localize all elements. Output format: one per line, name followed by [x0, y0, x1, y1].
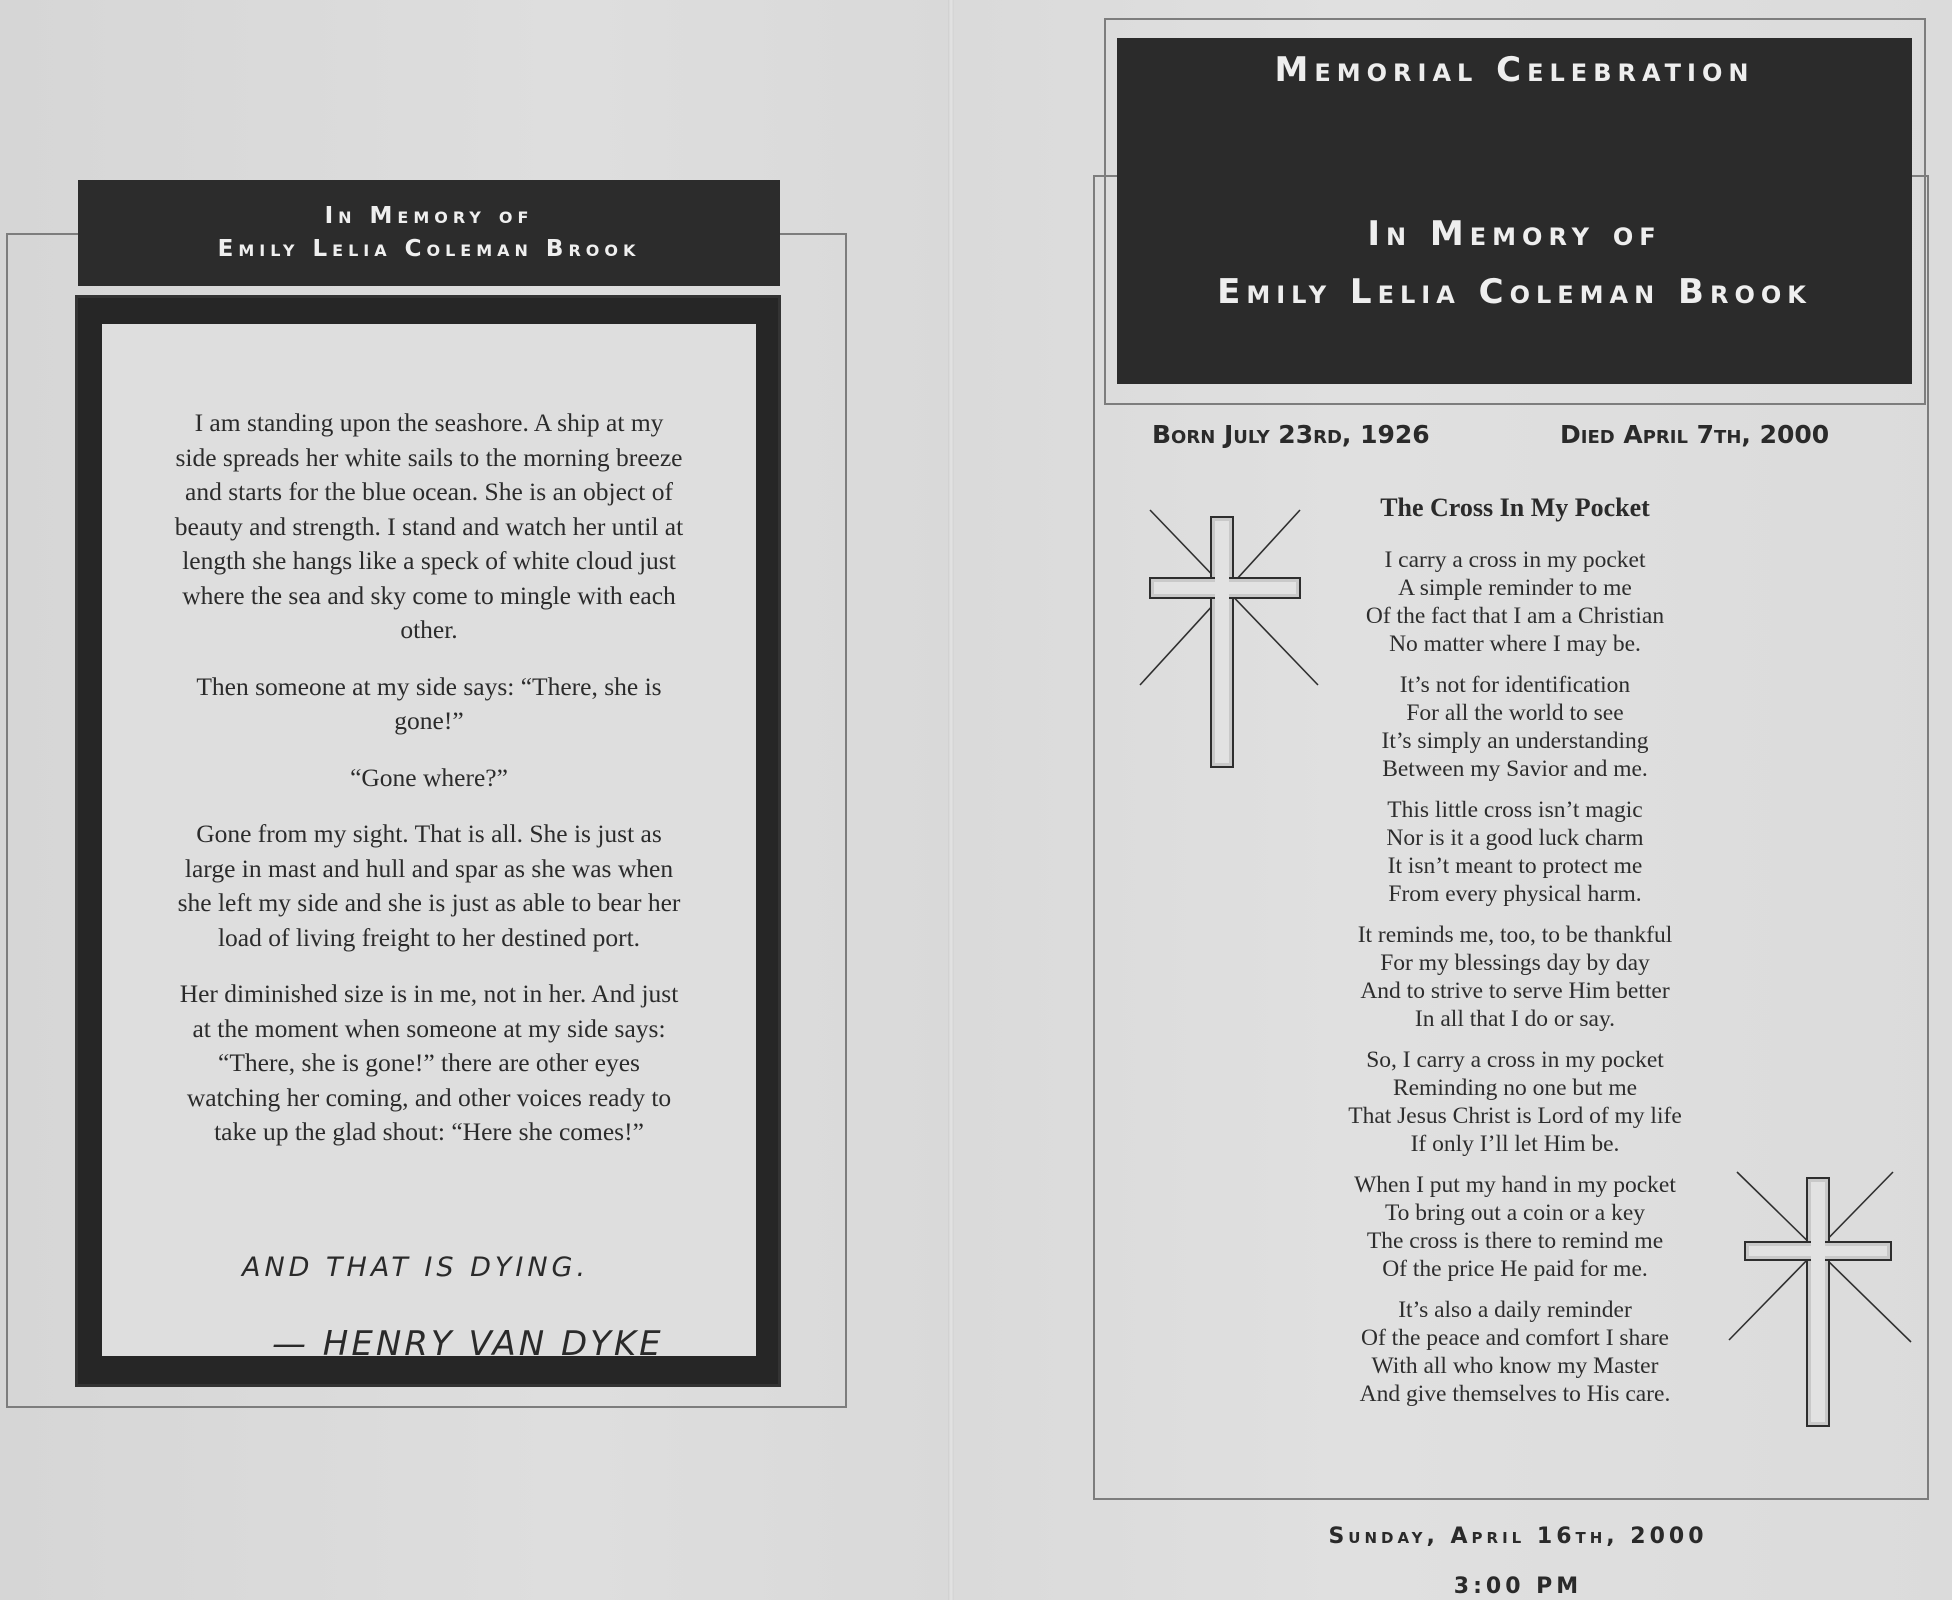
service-time: 3:00 PM	[1453, 1574, 1583, 1599]
poem-line: The cross is there to remind me	[1366, 1228, 1664, 1254]
left-header-banner	[78, 180, 780, 286]
poem-stanza	[1270, 1046, 1760, 1158]
poem-stanza	[1270, 796, 1760, 908]
poem-line: To bring out a coin or a key	[1384, 1200, 1646, 1226]
poem-line: In all that I do or say.	[1414, 1006, 1616, 1032]
left-header-line2: Emily Lelia Coleman Brook	[217, 236, 641, 262]
poem-line: With all who know my Master	[1371, 1353, 1659, 1379]
poem-stanzas	[1270, 546, 1760, 1421]
poem-line: A simple reminder to me	[1398, 575, 1632, 601]
poem-border-frame	[78, 298, 778, 1384]
poem-stanza	[1270, 546, 1760, 658]
poem-line: Of the peace and comfort I share	[1361, 1325, 1669, 1351]
poem-line: Reminding no one but me	[1392, 1075, 1638, 1101]
handwritten-line: AND THAT IS DYING.	[242, 1252, 590, 1283]
poem-line: And to strive to serve Him better	[1360, 978, 1670, 1004]
poem-line: It’s not for identification	[1399, 672, 1631, 698]
prose-paragraph: Her diminished size is in me, not in her. And just at the moment when someone at my side says: “There, she is gone!” there are other eyes watching her coming, and other voices ready to take up the glad shout: “Here she comes!”	[179, 979, 679, 1146]
handwritten-author: — HENRY VAN DYKE	[272, 1324, 664, 1364]
poem-line: For all the world to see	[1406, 700, 1624, 726]
poem-line: When I put my hand in my pocket	[1354, 1172, 1676, 1198]
poem-line: It’s also a daily reminder	[1398, 1297, 1632, 1323]
prose-paragraph: Gone from my sight. That is all. She is just as large in mast and hull and spar as she was when she left my side and she is just as able to bear her load of living freight to her destined port.	[177, 819, 681, 952]
poem-line: I carry a cross in my pocket	[1384, 547, 1646, 573]
poem-stanza	[1270, 921, 1760, 1033]
prose-paragraph: “Gone where?”	[350, 762, 508, 792]
poem-stanza	[1270, 671, 1760, 783]
right-header-line2: In Memory of	[1367, 214, 1662, 254]
poem-line: For my blessings day by day	[1380, 950, 1650, 976]
poem-line: No matter where I may be.	[1389, 631, 1641, 657]
poem-line: This little cross isn’t magic	[1387, 797, 1643, 823]
poem-line: That Jesus Christ is Lord of my life	[1348, 1103, 1682, 1129]
poem-line: Nor is it a good luck charm	[1386, 825, 1644, 851]
poem-line: Of the price He paid for me.	[1382, 1256, 1648, 1282]
service-date: Sunday, April 16th, 2000	[1328, 1524, 1708, 1549]
memorial-title: Memorial Celebration	[1274, 50, 1755, 90]
right-header-banner	[1117, 38, 1912, 384]
prose-paragraph: I am standing upon the seashore. A ship at my side spreads her white sails to the morning breeze and starts for the blue ocean. She is an object of beauty and strength. I stand and watch her until at length she hangs like a speck of white cloud just where the sea and sky come to mingle with each other.	[174, 408, 684, 644]
poem-panel	[102, 324, 756, 1364]
prose-paragraph: Then someone at my side says: “There, she is gone!”	[196, 671, 662, 735]
poem-line: Between my Savior and me.	[1382, 756, 1648, 782]
poem-line: From every physical harm.	[1388, 881, 1642, 907]
poem-line: So, I carry a cross in my pocket	[1366, 1047, 1664, 1073]
poem-title: The Cross In My Pocket	[1380, 493, 1650, 522]
right-header-line3: Emily Lelia Coleman Brook	[1217, 272, 1812, 312]
poem-line: If only I’ll let Him be.	[1410, 1131, 1620, 1157]
poem-line: And give themselves to His care.	[1359, 1381, 1671, 1407]
left-header-line1: In Memory of	[324, 203, 534, 229]
born-date: Born July 23rd, 1926	[1152, 420, 1430, 449]
died-date: Died April 7th, 2000	[1560, 420, 1830, 449]
poem-line: It’s simply an understanding	[1381, 728, 1649, 754]
poem-stanza	[1270, 1171, 1760, 1283]
poem-stanza	[1270, 1296, 1760, 1408]
poem-line: It reminds me, too, to be thankful	[1357, 922, 1673, 948]
prose-body	[172, 406, 686, 1172]
poem-line: It isn’t meant to protect me	[1387, 853, 1643, 879]
poem-line: Of the fact that I am a Christian	[1365, 603, 1665, 629]
